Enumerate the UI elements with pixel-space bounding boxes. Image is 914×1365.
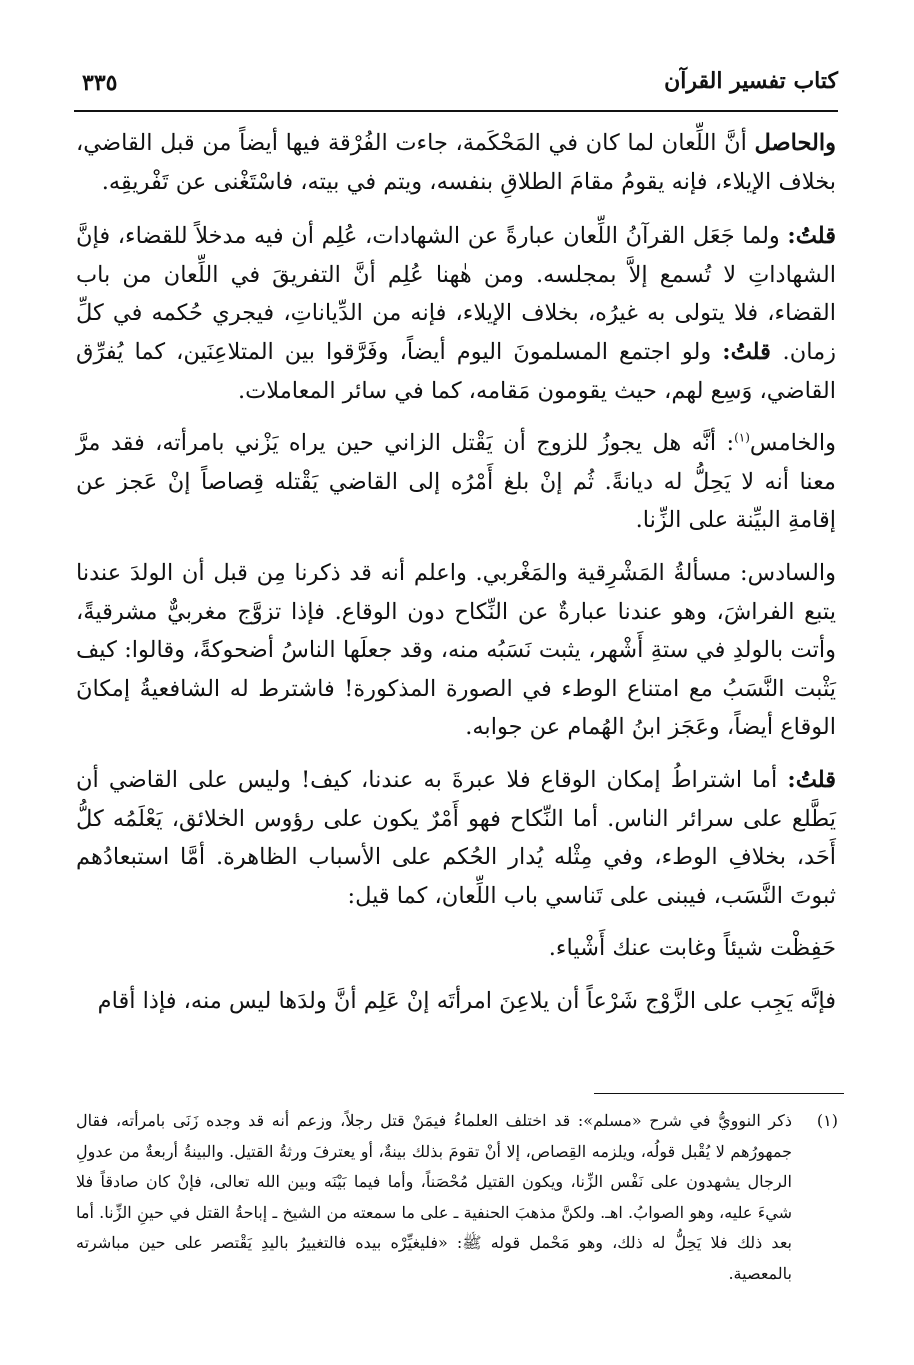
paragraph-6-text: فإنَّه يَجِب على الزَّوْج شَرْعاً أن يلاعِنَ امرأتَه إنْ عَلِم أنَّ ولدَها ليس منه، فإذا أقام: [97, 987, 836, 1014]
paragraph-5-text: أما اشتراطُ إمكان الوقاع فلا عبرةَ به عندنا، كيف! وليس على القاضي أن يَطَّلع على سرائر الناس. أما النِّكاح فهو أَمْرٌ يكون على رؤوس الخلائق، يَعْلَمُه كلُّ أَحَد، بخلافِ الوطء، وفي مِثْله يُدار الحُكم على الأسباب الظاهرة. أمَّا استبعادُهم ثبوتَ النَّسَب، فيبنى على تَناسي باب اللِّعان، كما قيل:: [76, 766, 836, 909]
paragraph-2: [76, 217, 836, 410]
book-title: كتاب تفسير القرآن: [664, 68, 838, 94]
paragraph-3-text: : أنَّه هل يجوزُ للزوج أن يَقْتل الزاني حين يراه يَزْني بامرأته، فقد مرَّ معنا أنه لا يَحِلُّ له ديانةً. ثُم إنْ بلغ أَمْرُه إلى القاضي يَقْتله قِصاصاً إنْ عَجز عن إقامةِ البيِّنة على الزِّنا.: [76, 430, 836, 534]
footnote-ref[interactable]: (١): [734, 430, 750, 445]
paragraph-5-lead: قلتُ:: [787, 766, 836, 793]
page-number: ٣٣٥: [82, 70, 118, 96]
footnote-rule: [594, 1093, 844, 1094]
paragraph-1-lead: والحاصل: [754, 130, 836, 156]
page-header: [74, 64, 838, 108]
paragraph-4: [76, 554, 836, 747]
header-rule: [74, 110, 838, 112]
paragraph-3-start: والخامس: [749, 430, 836, 457]
verse-line: حَفِظْت شيئاً وغابت عنك أَشْياء.: [548, 935, 836, 962]
paragraph-4-text: والسادس: مسألةُ المَشْرِقية والمَغْربي. واعلم أنه قد ذكرنا مِن قبل أن الولدَ عندنا يتبع الفراشَ، وهو عندنا عبارةٌ عن النِّكاح دون الوقاع. فإذا تزوَّج مغربيٌّ مشرقيةً، وأتت بالولدِ في ستةِ أَشْهر، يثبت نَسَبُه منه، وقد جعلَها الناسُ أضحوكةً، وقالوا: كيف يَثْبت النَّسَبُ مع امتناع الوطء في الصورة المذكورة! فاشترط له الشافعيةُ إمكانَ الوقاع أيضاً، وعَجَز ابنُ الهُمام عن جوابه.: [76, 559, 836, 741]
paragraph-6: [76, 982, 836, 1021]
paragraph-5: [76, 761, 836, 915]
main-text: [76, 124, 836, 1034]
paragraph-1-text: أنَّ اللِّعان لما كان في المَحْكَمة، جاءت الفُرْقة فيها أيضاً من قبل القاضي، بخلاف الإيلاء، فإنه يقومُ مقامَ الطلاقِ بنفسه، ويتم في بيته، فاسْتَغْنى عن تَفْريقِه.: [76, 130, 836, 195]
footnote: [76, 1106, 838, 1289]
paragraph-1: [76, 124, 836, 201]
paragraph-2-text-a: ولما جَعَل القرآنُ اللِّعان عبارةً عن الشهادات، عُلِم أن فيه مدخلاً للقضاء، فإنَّ الشهاداتِ لا تُسمع إلاَّ بمجلسه. ومن هٰهنا عُلِم أنَّ التفريقَ في اللِّعان من باب القضاء، فلا يتولى به غيرُه، بخلاف الإيلاء، فإنه من الدِّياناتِ، فيجري حُكمه في كلِّ زمان.: [76, 223, 836, 365]
footnote-text: ذكر النوويُّ في شرح «مسلم»: قد اختلف العلماءُ فيمَنْ قتل رجلاً، وزعم أنه قد وجده زَنَى بامرأته، فقال جمهورُهم لا يُقْبل قولُه، ويلزمه القِصاص، إلا أنْ تقومَ بذلك بينةٌ، أو يعترفَ ورثةُ القتيل. والبينةُ أربعةٌ من عدولِ الرجال يشهدون على نَفْس الزِّنا، ويكون القتيل مُحْصَناً، وأما فيما بَيْنَه وبين الله تعالى، فإنْ كان صادقاً فلا شيءَ عليه، وهو الصوابُ. اهـ. ولكنَّ مذهبَ الحنفية ـ على ما سمعته من الشيخ ـ إباحةُ القتل في حينِ الزِّنا. أما بعد ذلك فلا يَحِلُّ له ذلك، وهو مَحْمل قوله ﷺ: «فليغيِّرْه بيده فالتغييرُ باليدِ يَقْتصر على حين مباشرته بالمعصية.: [76, 1111, 793, 1283]
paragraph-2-lead: قلتُ:: [787, 223, 836, 250]
paragraph-2-text-b: ولو اجتمع المسلمونَ اليوم أيضاً، وفَرَّقوا بين المتلاعِنَين، كما يُفرِّق القاضي، وَسِع لهم، حيث يقومون مَقامه، كما في سائر المعاملات.: [76, 338, 836, 404]
paragraph-3: [76, 424, 836, 540]
paragraph-2-lead-b: قلتُ:: [722, 338, 783, 365]
footnote-number: (١): [816, 1111, 838, 1130]
